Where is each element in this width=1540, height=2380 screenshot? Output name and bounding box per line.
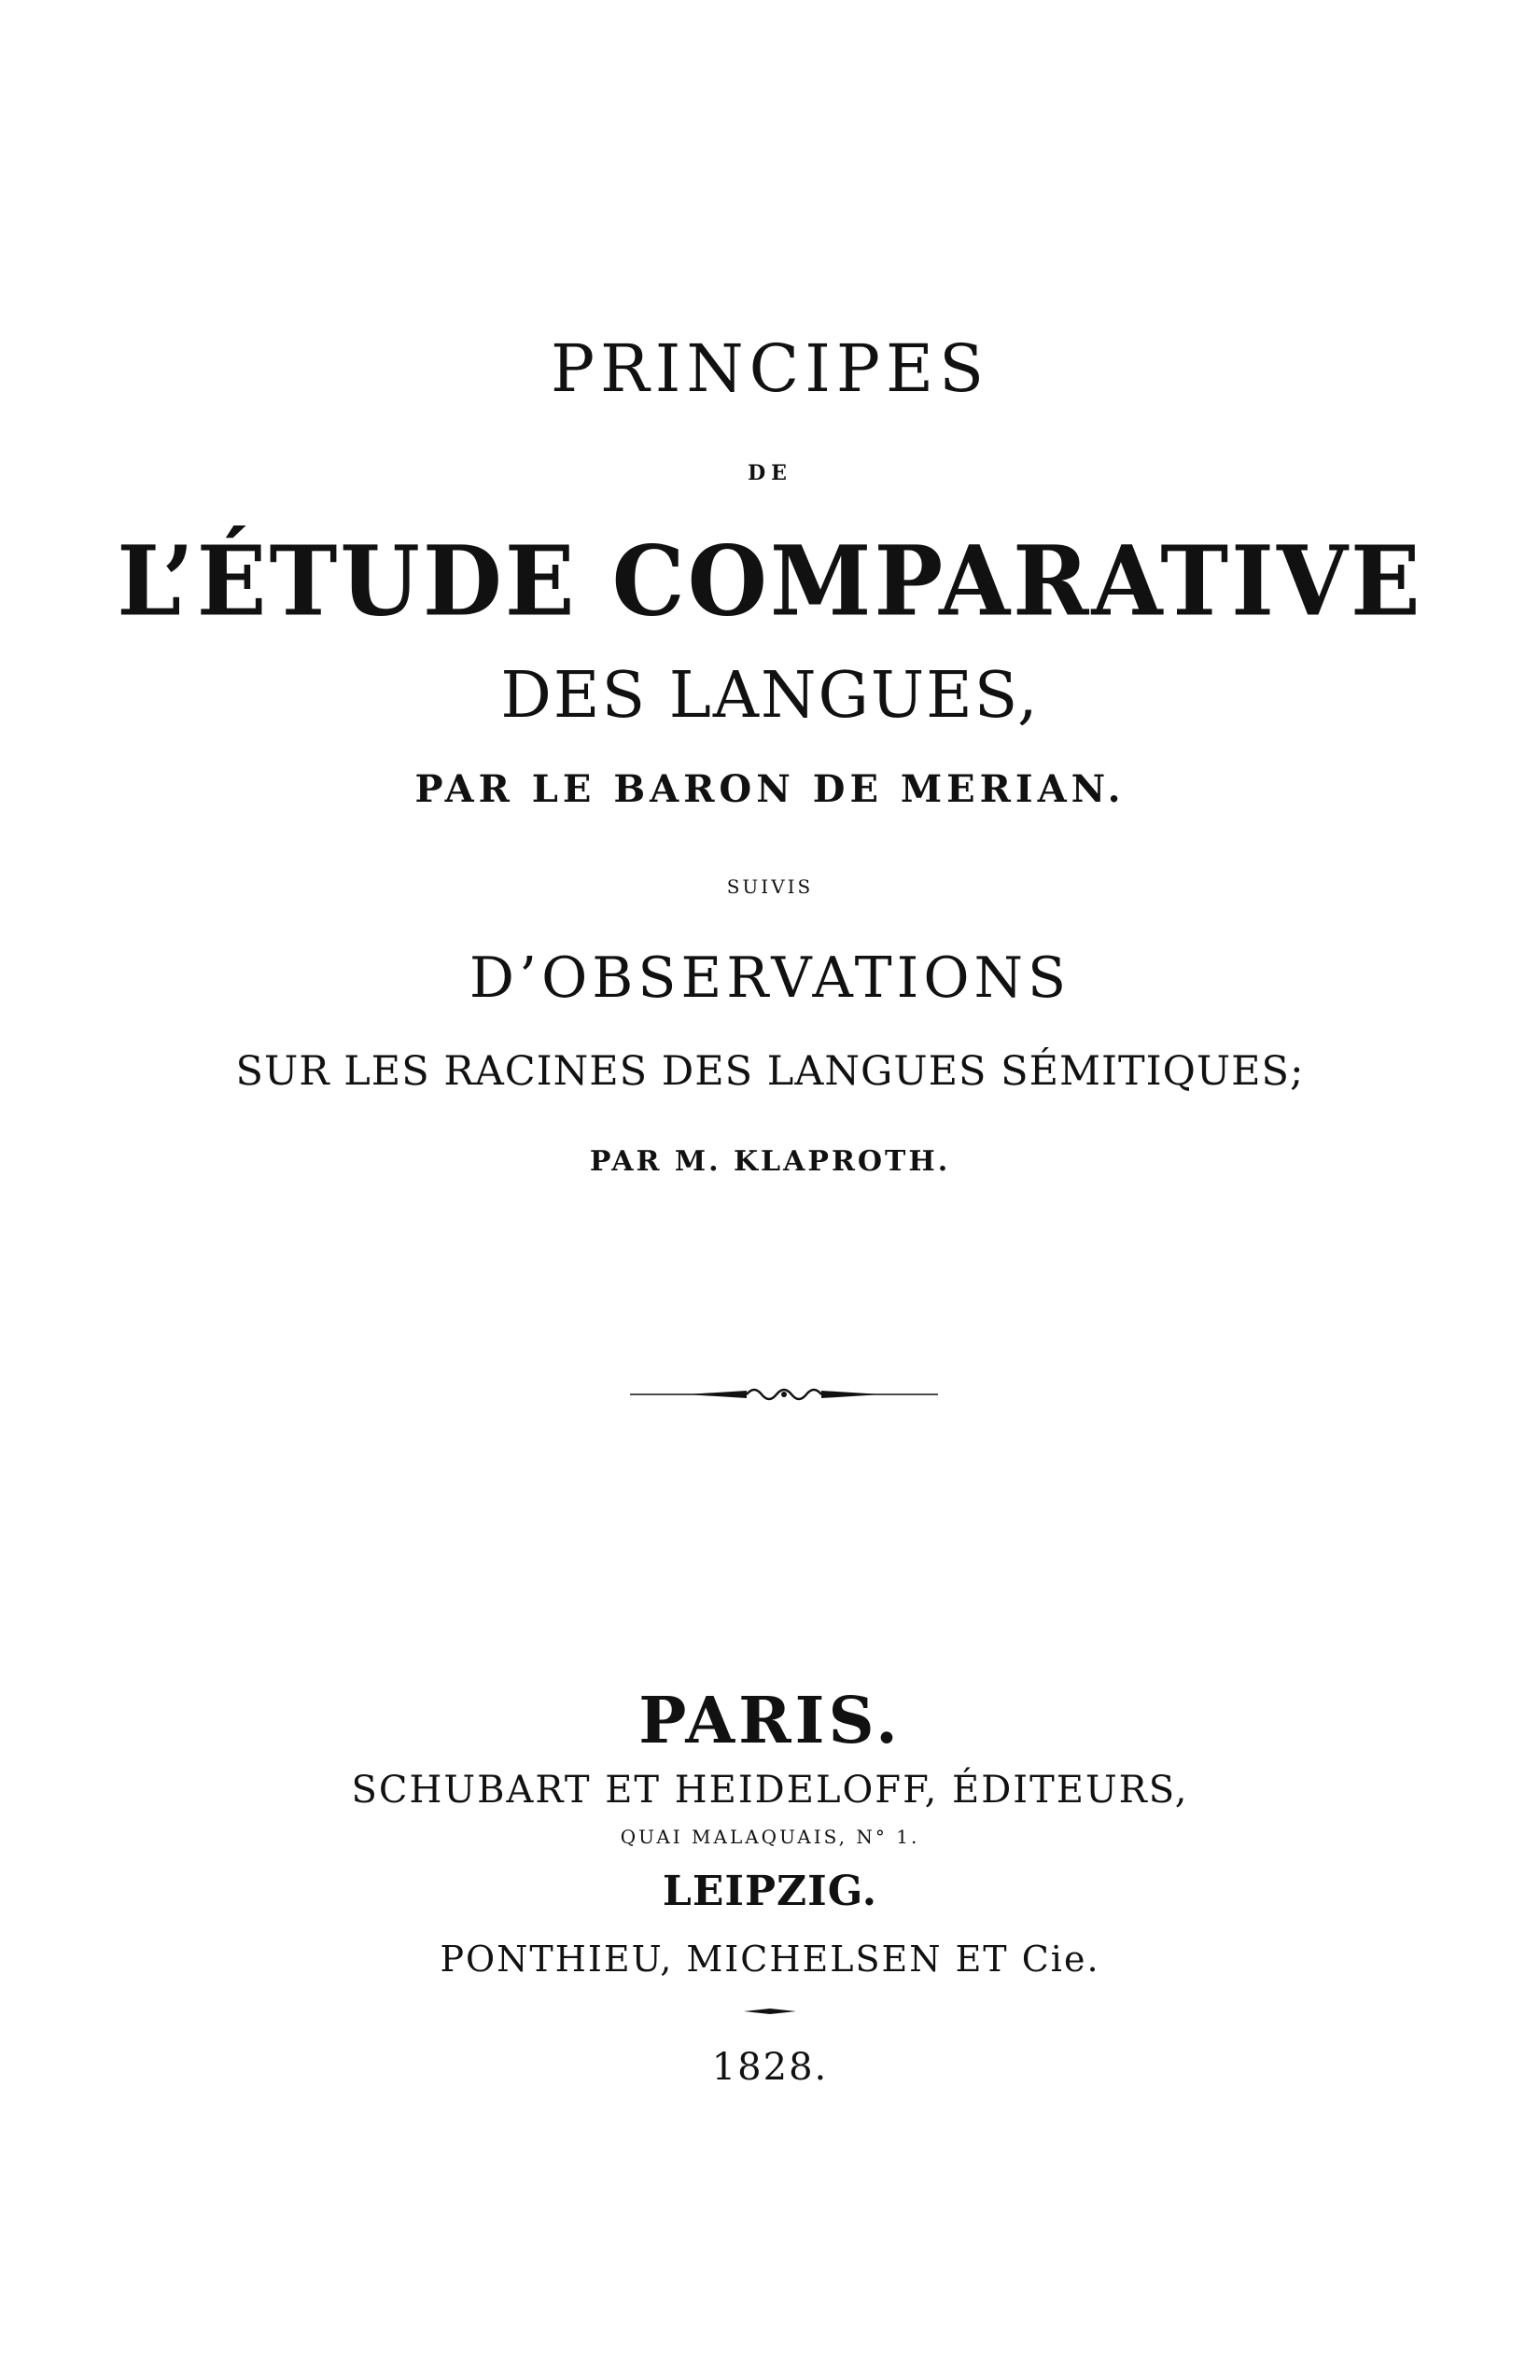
title-principes: PRINCIPES	[550, 330, 990, 407]
title-des-langues: DES LANGUES,	[500, 659, 1040, 733]
imprint-publisher-ponthieu: PONTHIEU, MICHELSEN ET Cie.	[440, 1939, 1100, 1980]
title-de: DE	[748, 461, 792, 485]
short-rule-divider	[744, 2009, 796, 2014]
imprint-city-paris: PARIS.	[638, 1684, 902, 1758]
imprint-city-leipzig: LEIPZIG.	[662, 1868, 878, 1915]
ornament-divider	[630, 1381, 938, 1407]
title-etude-comparative: L’ÉTUDE COMPARATIVE	[117, 525, 1423, 638]
imprint-publisher-schubart: SCHUBART ET HEIDELOFF, ÉDITEURS,	[351, 1769, 1189, 1812]
imprint-year: 1828.	[711, 2046, 829, 2089]
imprint-address: QUAI MALAQUAIS, N° 1.	[620, 1826, 920, 1848]
subtitle-racines: SUR LES RACINES DES LANGUES SÉMITIQUES;	[235, 1048, 1305, 1095]
author-merian: PAR LE BARON DE MERIAN.	[414, 767, 1126, 811]
subtitle-observations: D’OBSERVATIONS	[469, 945, 1071, 1011]
connector-suivis: SUIVIS	[726, 875, 814, 898]
author-klaproth: PAR M. KLAPROTH.	[589, 1145, 951, 1178]
